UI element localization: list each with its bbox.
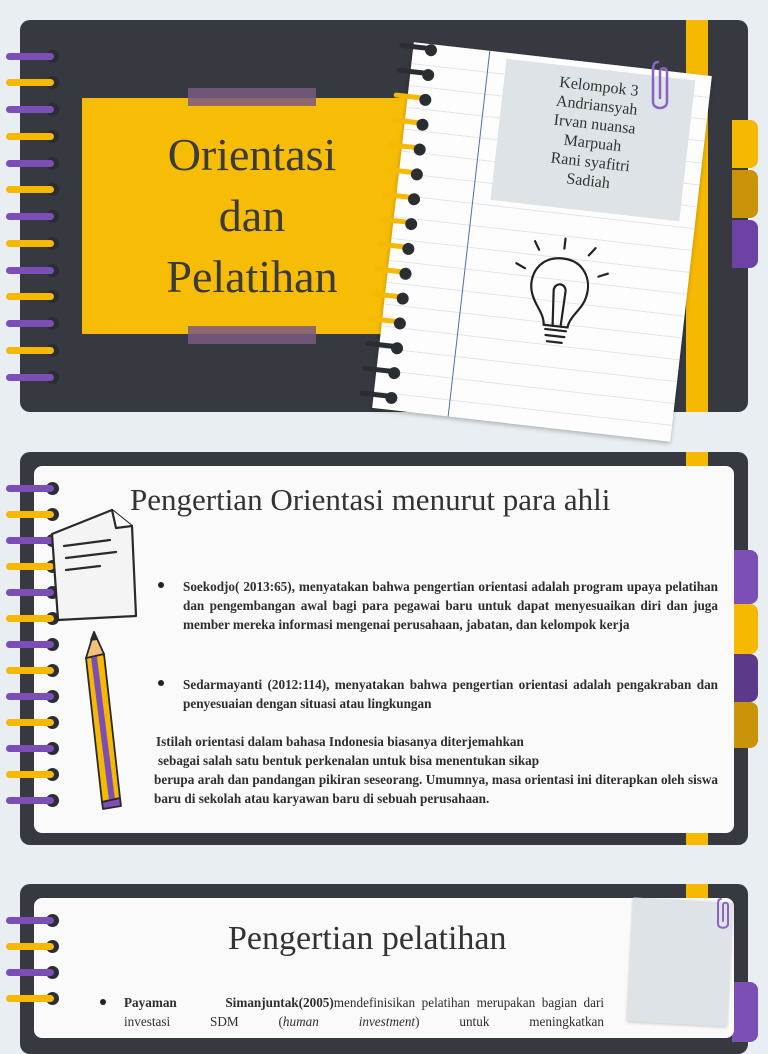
slide-2-title: Pengertian Orientasi menurut para ahli	[130, 482, 611, 517]
paperclip-icon	[650, 58, 674, 114]
group-members: Kelompok 3 Andriansyah Irvan nuansa Marpuah Rani syafitri Sadiah	[490, 59, 695, 222]
slide-3-title: Pengertian pelatihan	[228, 920, 507, 957]
side-tab	[732, 220, 758, 268]
paperclip-icon	[716, 896, 732, 932]
slide-1-title: Orientasi dan Pelatihan	[166, 129, 338, 302]
bullet-marker	[158, 582, 164, 588]
ring-binder-1	[0, 20, 60, 412]
orientation-paragraph: berupa arah dan pandangan pikiran seseorang. Umumnya, masa orientasi ini diterapkan oleh siswa baru di sekolah atau karyawan baru di sebuah perusahaan.	[154, 772, 718, 807]
orientation-paragraph-line1: Istilah orientasi dalam bahasa Indonesia biasanya diterjemahkan	[156, 734, 524, 749]
side-tab	[732, 550, 758, 604]
document-icon	[42, 504, 142, 624]
ring-binder-3	[0, 884, 60, 1024]
side-tab	[732, 604, 758, 654]
bullet-marker	[100, 999, 106, 1005]
bullet-soekodjo: Soekodjo( 2013:65), menyatakan bahwa pengertian orientasi adalah program upaya pelatihan dan pengembangan awal bagi para pegawai baru untuk dapat menyesuaikan diri dan juga member mereka informasi mengenai perusahaan, jabatan, dan kelompok kerja	[183, 579, 718, 633]
side-tab	[732, 170, 758, 218]
side-tab	[732, 120, 758, 168]
bullet-marker	[158, 680, 164, 686]
bullet-payaman: Payaman Simanjuntak(2005)mendefinisikan pelatihan merupakan bagian dari investasi SDM (human investment) untuk meningkatkan	[124, 995, 605, 1030]
lightbulb-icon	[497, 224, 621, 366]
side-tab	[732, 982, 758, 1042]
side-tab	[732, 702, 758, 748]
bullet-sedarmayanti: Sedarmayanti (2012:114), menyatakan bahwa pengertian orientasi adalah pengakraban dan penyesuaian dengan situasi atau lingkungan	[183, 677, 718, 712]
tape-strip-bottom	[188, 326, 316, 344]
orientation-paragraph-line2: sebagai salah satu bentuk perkenalan untuk bisa menentukan sikap	[158, 753, 540, 768]
pencil-icon	[80, 628, 126, 810]
side-tab	[732, 654, 758, 702]
tape-strip-top	[188, 88, 316, 106]
